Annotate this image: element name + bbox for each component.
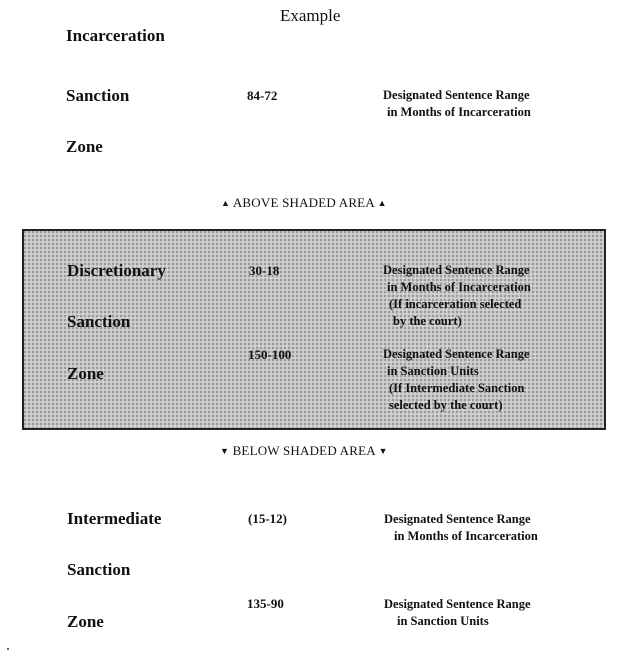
discretionary-range-months: 30-18 [249,263,280,278]
below-shaded-area-text: BELOW SHADED AREA [232,443,376,458]
incarceration-description [383,87,531,121]
intermediate-months-line-2: in Months of Incarceration [394,529,538,543]
incarceration-zone-label-2: Sanction [66,86,130,105]
discretionary-units-line-4: selected by the court) [389,398,503,412]
scan-speck [7,648,9,650]
discretionary-months-line-2: in Months of Incarceration [387,280,531,294]
discretionary-zone-label-1: Discretionary [67,261,166,280]
above-shaded-area-marker [221,195,387,211]
triangle-down-icon: ▼ [378,446,388,456]
discretionary-months-line-4: by the court) [393,314,462,328]
discretionary-zone-label-3: Zone [67,364,104,383]
discretionary-units-line-1: Designated Sentence Range [383,347,530,361]
incarceration-zone-label-1: Incarceration [66,26,165,45]
incarceration-zone-label-3: Zone [66,137,103,156]
intermediate-units-line-2: in Sanction Units [397,614,489,628]
intermediate-range-units: 135-90 [247,596,284,611]
intermediate-description-units [384,596,531,630]
intermediate-range-months: (15-12) [248,511,287,526]
discretionary-months-line-3: (If incarceration selected [389,297,522,311]
discretionary-zone-label-2: Sanction [67,312,131,331]
above-shaded-area-text: ABOVE SHADED AREA [232,195,375,210]
incarceration-description-line-1: Designated Sentence Range [383,88,530,102]
intermediate-zone-label-1: Intermediate [67,509,162,528]
intermediate-description-months [384,511,538,545]
discretionary-range-units: 150-100 [248,347,292,362]
intermediate-zone-label-3: Zone [67,612,104,631]
triangle-up-icon: ▲ [221,198,231,208]
discretionary-units-line-2: in Sanction Units [387,364,479,378]
discretionary-description-months [383,262,531,330]
below-shaded-area-marker [220,443,388,459]
intermediate-units-line-1: Designated Sentence Range [384,597,531,611]
triangle-up-icon: ▲ [377,198,387,208]
incarceration-range: 84-72 [247,88,278,103]
discretionary-units-line-3: (If Intermediate Sanction [389,381,525,395]
discretionary-description-units [383,346,530,414]
incarceration-description-line-2: in Months of Incarceration [387,105,531,119]
page-title: Example [280,6,341,25]
discretionary-months-line-1: Designated Sentence Range [383,263,530,277]
intermediate-zone-label-2: Sanction [67,560,131,579]
triangle-down-icon: ▼ [220,446,230,456]
intermediate-months-line-1: Designated Sentence Range [384,512,531,526]
